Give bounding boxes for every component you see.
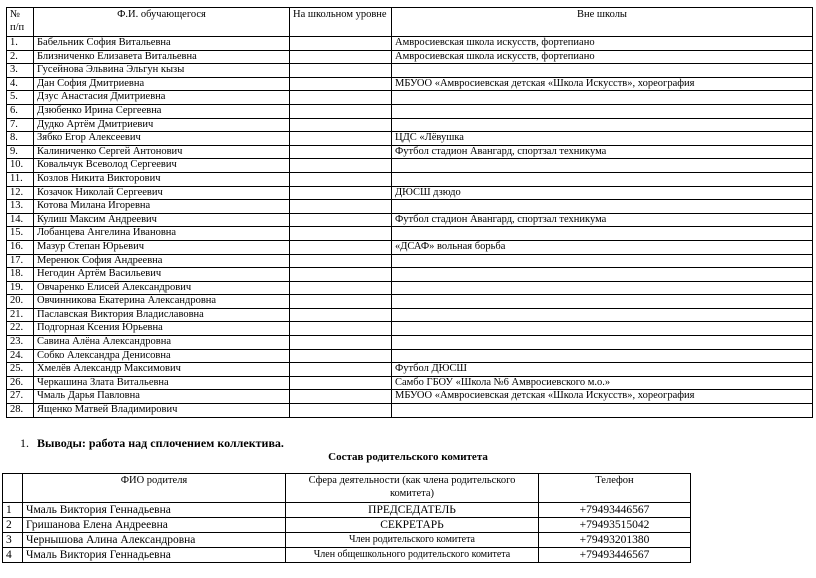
student-out-school: МБУОО «Амвросиевская детская «Школа Искусств», хореография bbox=[392, 390, 813, 404]
student-in-school bbox=[290, 213, 392, 227]
student-out-school bbox=[392, 200, 813, 214]
student-num: 4. bbox=[7, 77, 34, 91]
student-in-school bbox=[290, 91, 392, 105]
student-row bbox=[7, 77, 813, 91]
header-out-school: Вне школы bbox=[392, 8, 813, 37]
student-row bbox=[7, 404, 813, 418]
student-name: Негодин Артём Васильевич bbox=[34, 268, 290, 282]
student-num: 22. bbox=[7, 322, 34, 336]
header-in-school: На школьном уровне bbox=[290, 8, 392, 37]
student-out-school: Футбол стадион Авангард, спортзал техникума bbox=[392, 213, 813, 227]
student-out-school: Футбол стадион Авангард, спортзал техникума bbox=[392, 145, 813, 159]
student-name: Бабельник София Витальевна bbox=[34, 37, 290, 51]
student-in-school bbox=[290, 390, 392, 404]
student-name: Лобанцева Ангелина Ивановна bbox=[34, 227, 290, 241]
student-name: Калиниченко Сергей Антонович bbox=[34, 145, 290, 159]
conclusion-text: Выводы: работа над сплочением коллектива. bbox=[37, 436, 284, 450]
student-row bbox=[7, 390, 813, 404]
student-out-school bbox=[392, 159, 813, 173]
student-row bbox=[7, 172, 813, 186]
student-num: 6. bbox=[7, 104, 34, 118]
student-name: Мазур Степан Юрьевич bbox=[34, 240, 290, 254]
parent-phone: +79493201380 bbox=[539, 533, 691, 548]
student-out-school bbox=[392, 349, 813, 363]
student-name: Меренюк София Андреевна bbox=[34, 254, 290, 268]
student-row bbox=[7, 118, 813, 132]
student-row bbox=[7, 159, 813, 173]
student-num: 8. bbox=[7, 132, 34, 146]
students-header-row bbox=[7, 8, 813, 37]
student-out-school: МБУОО «Амвросиевская детская «Школа Искусств», хореография bbox=[392, 77, 813, 91]
student-name: Кулиш Максим Андреевич bbox=[34, 213, 290, 227]
student-in-school bbox=[290, 295, 392, 309]
student-num: 16. bbox=[7, 240, 34, 254]
student-out-school bbox=[392, 404, 813, 418]
student-in-school bbox=[290, 336, 392, 350]
student-row bbox=[7, 254, 813, 268]
parent-name: Чмаль Виктория Геннадьевна bbox=[23, 503, 286, 518]
student-num: 19. bbox=[7, 281, 34, 295]
parent-phone: +79493515042 bbox=[539, 518, 691, 533]
parent-name: Чмаль Виктория Геннадьевна bbox=[23, 548, 286, 563]
student-name: Дзюбенко Ирина Сергеевна bbox=[34, 104, 290, 118]
student-out-school bbox=[392, 254, 813, 268]
student-num: 10. bbox=[7, 159, 34, 173]
student-row bbox=[7, 376, 813, 390]
student-name: Гусейнова Эльвина Эльгун кызы bbox=[34, 64, 290, 78]
committee-row bbox=[3, 533, 691, 548]
parent-name: Чернышова Алина Александровна bbox=[23, 533, 286, 548]
student-num: 3. bbox=[7, 64, 34, 78]
conclusion-heading bbox=[20, 436, 284, 451]
students-table bbox=[6, 7, 813, 418]
student-num: 26. bbox=[7, 376, 34, 390]
student-name: Дудко Артём Дмитриевич bbox=[34, 118, 290, 132]
student-in-school bbox=[290, 404, 392, 418]
student-name: Овчинникова Екатерина Александровна bbox=[34, 295, 290, 309]
header-name: Ф.И. обучающегося bbox=[34, 8, 290, 37]
committee-row bbox=[3, 503, 691, 518]
student-num: 21. bbox=[7, 308, 34, 322]
student-in-school bbox=[290, 104, 392, 118]
header-num: № п/п bbox=[7, 8, 34, 37]
student-num: 13. bbox=[7, 200, 34, 214]
student-row bbox=[7, 308, 813, 322]
student-name: Овчаренко Елисей Александрович bbox=[34, 281, 290, 295]
student-row bbox=[7, 295, 813, 309]
student-in-school bbox=[290, 186, 392, 200]
student-num: 17. bbox=[7, 254, 34, 268]
student-num: 7. bbox=[7, 118, 34, 132]
student-name: Собко Александра Денисовна bbox=[34, 349, 290, 363]
student-in-school bbox=[290, 363, 392, 377]
student-num: 9. bbox=[7, 145, 34, 159]
student-in-school bbox=[290, 268, 392, 282]
student-name: Дан София Дмитриевна bbox=[34, 77, 290, 91]
student-num: 28. bbox=[7, 404, 34, 418]
student-in-school bbox=[290, 159, 392, 173]
student-row bbox=[7, 145, 813, 159]
committee-header-row bbox=[3, 474, 691, 503]
student-in-school bbox=[290, 50, 392, 64]
student-out-school: Амвросиевская школа искусств, фортепиано bbox=[392, 37, 813, 51]
student-name: Хмелёв Александр Максимович bbox=[34, 363, 290, 377]
parent-role: Член родительского комитета bbox=[286, 533, 539, 548]
student-row bbox=[7, 227, 813, 241]
committee-header-name: ФИО родителя bbox=[23, 474, 286, 503]
student-out-school bbox=[392, 281, 813, 295]
student-row bbox=[7, 37, 813, 51]
student-in-school bbox=[290, 37, 392, 51]
student-name: Чмаль Дарья Павловна bbox=[34, 390, 290, 404]
parent-num: 3 bbox=[3, 533, 23, 548]
student-out-school: ДЮСШ дзюдо bbox=[392, 186, 813, 200]
student-num: 18. bbox=[7, 268, 34, 282]
student-in-school bbox=[290, 132, 392, 146]
student-out-school: «ДСАФ» вольная борьба bbox=[392, 240, 813, 254]
student-out-school: Амвросиевская школа искусств, фортепиано bbox=[392, 50, 813, 64]
student-num: 25. bbox=[7, 363, 34, 377]
parent-num: 4 bbox=[3, 548, 23, 563]
student-row bbox=[7, 213, 813, 227]
student-row bbox=[7, 200, 813, 214]
student-in-school bbox=[290, 227, 392, 241]
committee-row bbox=[3, 548, 691, 563]
student-name: Подгорная Ксения Юрьевна bbox=[34, 322, 290, 336]
student-row bbox=[7, 132, 813, 146]
student-num: 11. bbox=[7, 172, 34, 186]
parent-num: 1 bbox=[3, 503, 23, 518]
student-name: Козачок Николай Сергеевич bbox=[34, 186, 290, 200]
parent-num: 2 bbox=[3, 518, 23, 533]
student-out-school: Футбол ДЮСШ bbox=[392, 363, 813, 377]
conclusion-number: 1. bbox=[20, 436, 29, 450]
parent-role: ПРЕДСЕДАТЕЛЬ bbox=[286, 503, 539, 518]
student-num: 14. bbox=[7, 213, 34, 227]
parent-role: СЕКРЕТАРЬ bbox=[286, 518, 539, 533]
student-out-school bbox=[392, 118, 813, 132]
student-row bbox=[7, 336, 813, 350]
student-out-school bbox=[392, 268, 813, 282]
student-in-school bbox=[290, 118, 392, 132]
student-num: 23. bbox=[7, 336, 34, 350]
committee-header-role: Сфера деятельности (как члена родительского комитета) bbox=[286, 474, 539, 503]
student-out-school bbox=[392, 227, 813, 241]
committee-header-phone: Телефон bbox=[539, 474, 691, 503]
student-out-school: ЦДС «Лёвушка bbox=[392, 132, 813, 146]
student-num: 1. bbox=[7, 37, 34, 51]
student-in-school bbox=[290, 308, 392, 322]
student-row bbox=[7, 104, 813, 118]
student-in-school bbox=[290, 281, 392, 295]
student-name: Паславская Виктория Владиславовна bbox=[34, 308, 290, 322]
student-out-school bbox=[392, 336, 813, 350]
student-in-school bbox=[290, 322, 392, 336]
student-row bbox=[7, 64, 813, 78]
student-name: Черкашина Злата Витальевна bbox=[34, 376, 290, 390]
committee-title: Состав родительского комитета bbox=[328, 451, 488, 463]
student-in-school bbox=[290, 200, 392, 214]
student-name: Зябко Егор Алексеевич bbox=[34, 132, 290, 146]
student-name: Котова Милана Игоревна bbox=[34, 200, 290, 214]
student-row bbox=[7, 281, 813, 295]
student-row bbox=[7, 50, 813, 64]
student-out-school bbox=[392, 172, 813, 186]
student-name: Близниченко Елизавета Витальевна bbox=[34, 50, 290, 64]
student-in-school bbox=[290, 240, 392, 254]
student-out-school bbox=[392, 91, 813, 105]
student-num: 15. bbox=[7, 227, 34, 241]
student-name: Козлов Никита Викторович bbox=[34, 172, 290, 186]
student-out-school bbox=[392, 104, 813, 118]
student-num: 27. bbox=[7, 390, 34, 404]
student-row bbox=[7, 268, 813, 282]
student-row bbox=[7, 91, 813, 105]
student-row bbox=[7, 186, 813, 200]
student-num: 5. bbox=[7, 91, 34, 105]
parent-role: Член общешкольного родительского комитета bbox=[286, 548, 539, 563]
student-in-school bbox=[290, 376, 392, 390]
student-out-school bbox=[392, 64, 813, 78]
committee-table bbox=[2, 473, 691, 563]
student-out-school bbox=[392, 308, 813, 322]
student-in-school bbox=[290, 64, 392, 78]
student-row bbox=[7, 349, 813, 363]
student-out-school bbox=[392, 322, 813, 336]
student-num: 24. bbox=[7, 349, 34, 363]
student-row bbox=[7, 240, 813, 254]
student-num: 20. bbox=[7, 295, 34, 309]
student-name: Ковальчук Всеволод Сергеевич bbox=[34, 159, 290, 173]
student-num: 12. bbox=[7, 186, 34, 200]
student-row bbox=[7, 322, 813, 336]
student-in-school bbox=[290, 254, 392, 268]
student-name: Ященко Матвей Владимирович bbox=[34, 404, 290, 418]
parent-name: Гришанова Елена Андреевна bbox=[23, 518, 286, 533]
student-out-school: Самбо ГБОУ «Школа №6 Амвросиевского м.о.» bbox=[392, 376, 813, 390]
student-out-school bbox=[392, 295, 813, 309]
student-in-school bbox=[290, 145, 392, 159]
student-in-school bbox=[290, 172, 392, 186]
parent-phone: +79493446567 bbox=[539, 548, 691, 563]
committee-row bbox=[3, 518, 691, 533]
student-name: Савина Алёна Александровна bbox=[34, 336, 290, 350]
student-num: 2. bbox=[7, 50, 34, 64]
student-name: Дзус Анастасия Дмитриевна bbox=[34, 91, 290, 105]
student-in-school bbox=[290, 349, 392, 363]
committee-header-num bbox=[3, 474, 23, 503]
student-in-school bbox=[290, 77, 392, 91]
parent-phone: +79493446567 bbox=[539, 503, 691, 518]
student-row bbox=[7, 363, 813, 377]
